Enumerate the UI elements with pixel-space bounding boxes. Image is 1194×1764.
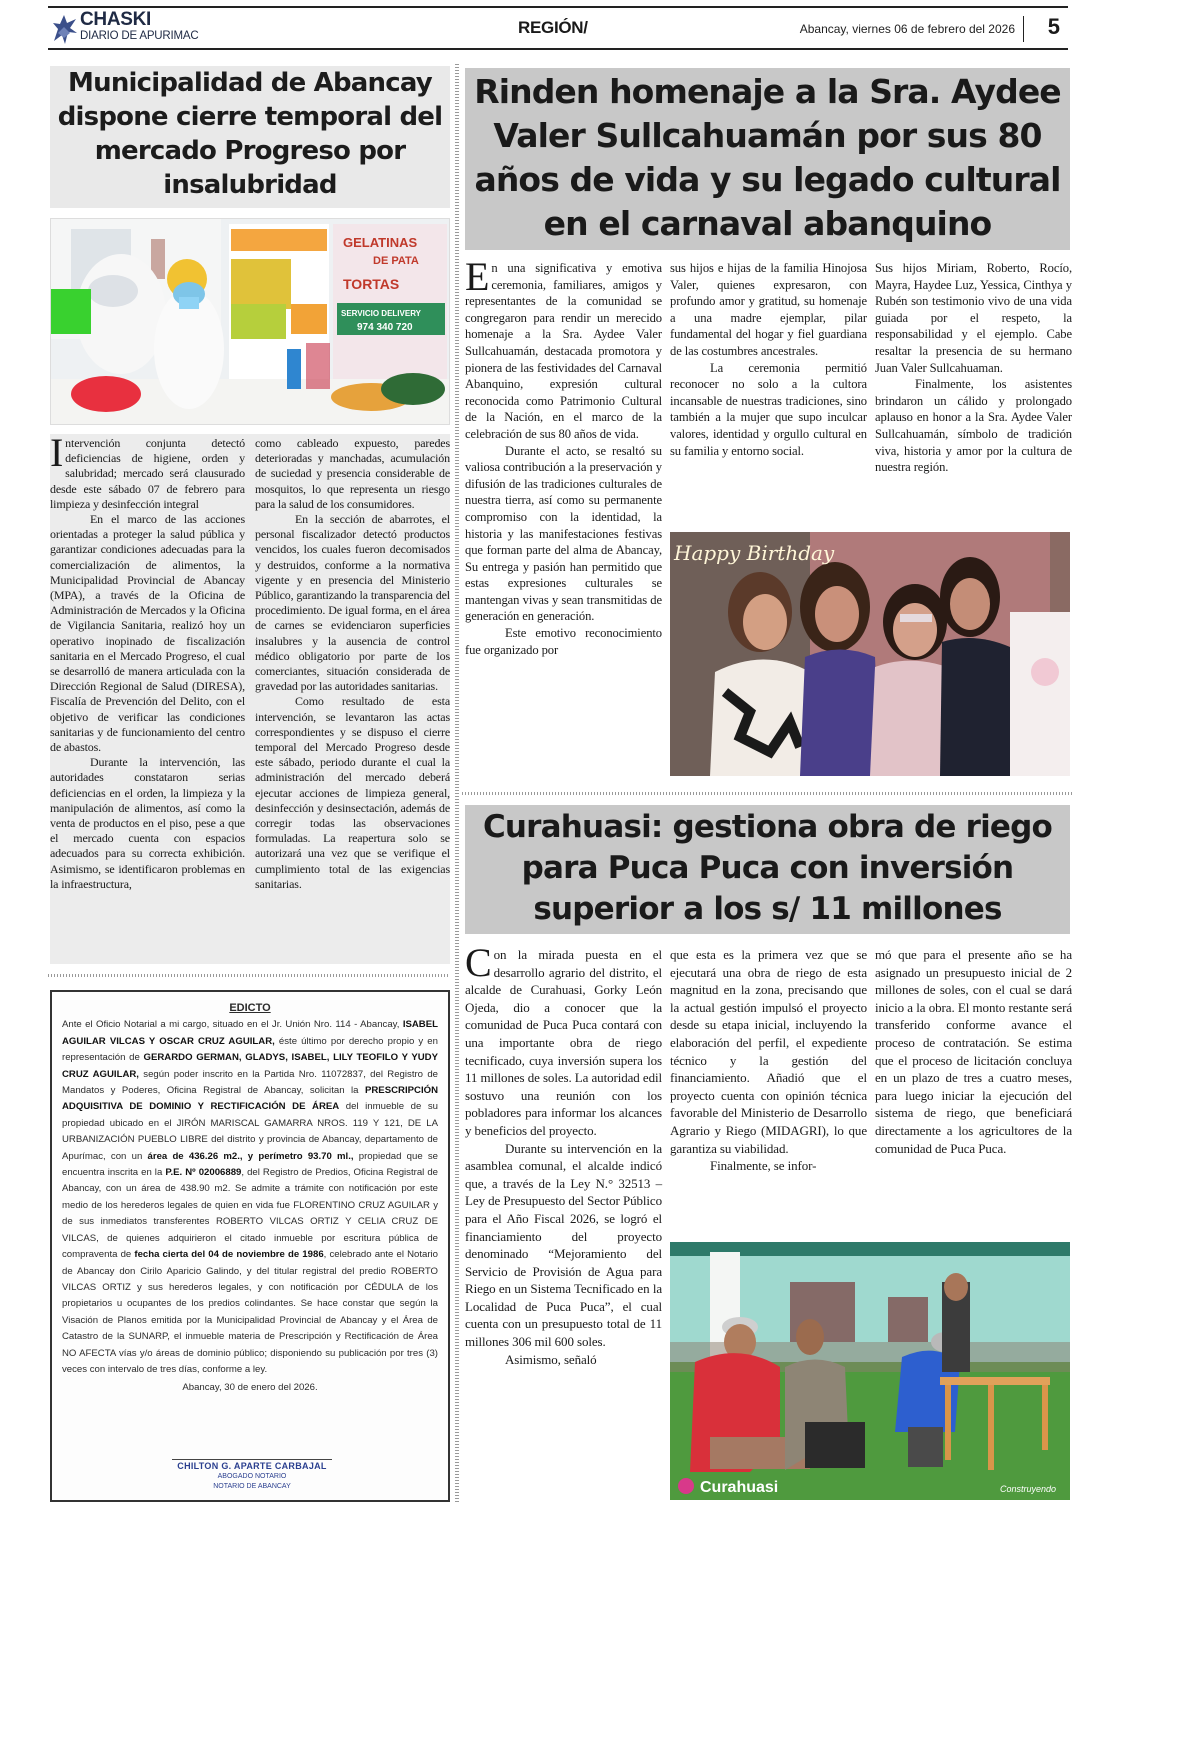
brand-subtitle: DIARIO DE APURIMAC: [80, 30, 199, 42]
paragraph: sus hijos e hijas de la familia Hinojosa Valer, quienes expresaron, con profundo amor y gratitud, su homenaje a una madre ejemplar, pilar fundamental del hogar y fiel guardiana de las costumbres ancestrales.: [670, 261, 867, 358]
sign-text: GELATINAS: [343, 235, 418, 250]
article-1-column-2: [255, 436, 450, 964]
paragraph: mó que para el presente año se ha asignado un presupuesto inicial de 2 millones de soles, con el cual se dará inicio a la obra. El monto restante será transferido conforme avance el proceso de contratación. Se estima que el proceso de licitación concluya en un plazo de tres a cuatro meses, para luego iniciar la ejecución del sistema de riego, que beneficiará directamente a los agricultores de la comunidad de Puca Puca.: [875, 947, 1072, 1156]
article-2-column-3: [875, 260, 1072, 476]
edicto-bold: fecha cierta del 04 de noviembre de 1986: [134, 1249, 324, 1261]
column-divider: [455, 64, 459, 1504]
paragraph: La ceremonia permitió reconocer no solo a la cultora incansable de nuestras tradiciones, sino también a la mujer que supo inculcar valores, identidad y orgullo cultural en su familia y entorno social.: [670, 360, 867, 458]
edicto-text: propiedad que se encuentra inscrita en la: [62, 1150, 439, 1179]
legal-notice-edicto: [50, 990, 450, 1502]
edicto-text: éste último por derecho propio y en representación de: [62, 1035, 438, 1064]
edicto-text: Ante el Oficio Notarial a mi cargo, situado en el Jr. Unión Nro. 114 - Abancay,: [62, 1019, 403, 1031]
paragraph: Durante su intervención en la asamblea comunal, el alcalde indicó que, a través de la Ley N.° 32513 – Ley de Presupuesto del Sector Público para el Año Fiscal 2026, se logró el financiamiento del proyecto denominado “Mejoramiento del Servicio de Provisión de Agua para Riego en un Sistema Tecnificado en la Localidad de Puca Puca”, el cual cuenta con un presupuesto total de 11 millones 306 mil 600 soles.: [465, 1140, 662, 1350]
paragraph: Durante el acto, se resaltó su valiosa contribución a la preservación y difusión de las tradiciones culturales de nuestra tierra, así como su permanente compromiso con la identidad, la historia y las manifestaciones festivas que forman parte del alma de Abancay, Su entrega y pasión han permitido que estas expresiones culturales se mantengan vivas y sean transmitidas de generación en generación.: [465, 443, 662, 624]
edicto-bold: GERARDO GERMAN, GLADYS, ISABEL, LILY TEOFILO Y YUDY CRUZ AGUILAR,: [62, 1052, 438, 1080]
paragraph: Finalmente, los asistentes brindaron un cálido y prolongado aplauso en honor a la Sra. Aydee Valer Sullcahuamán, símbolo de tradición viva, historia y amor por la cultura de nuestra región.: [875, 377, 1072, 475]
edicto-bold: ISABEL AGUILAR VILCAS Y OSCAR CRUZ AGUILAR,: [62, 1019, 438, 1047]
article-2-photo: [670, 532, 1070, 776]
dropcap: I: [50, 434, 64, 475]
section-divider: [48, 974, 450, 977]
article-1-headline: Municipalidad de Abancay dispone cierre temporal del mercado Progreso por insalubridad: [50, 66, 450, 208]
tagline-text: Construyendo: [1000, 1484, 1057, 1494]
section-label: REGIÓN/: [518, 18, 588, 37]
edicto-title: EDICTO: [229, 1002, 271, 1014]
signature-role: NOTARIO DE ABANCAY: [213, 1483, 291, 1490]
article-3-photo: [670, 1242, 1070, 1500]
dropcap: E: [465, 254, 490, 299]
paragraph: Sus hijos Miriam, Roberto, Rocío, Mayra, Haydee Luz, Yessica, Cinthya y Rubén son testimonio vivo de una vida guiada por el respeto, la responsabilidad y el ejemplo. Cabe resaltar la presencia de su hermano Juan Valer Sullcahuaman.: [875, 261, 1072, 375]
dropcap: C: [465, 940, 492, 985]
edicto-text: según poder inscrito en la Partida Nro. 11072837, del Registro de Mandatos y Poderes, Oficina Registral de Abancay, solicitan la: [62, 1068, 438, 1097]
paragraph: Asimismo, señaló: [505, 1351, 597, 1367]
community-assembly-photo: [670, 1242, 1070, 1500]
edicto-bold: área de 436.26 m2., y perímetro 93.70 ml.,: [147, 1150, 354, 1162]
section-divider: [462, 792, 1074, 795]
article-3-column-1: [465, 940, 662, 1368]
edicto-text: , celebrado ante el Notario de Abancay don Cirilo Aparicio Galindo, y del titular registral del predio ROBERTO VILCAS ORTIZ y sus herederos legales, y con notificación por CÉDULA de los propietarios u ocupantes de los predios colindantes. Se hace constar que según la Visación de Planos emitida por la Municipalidad Provincial de Abancay y el Área de Catastro de la SUNARP, el inmueble materia de Prescripción y Rectificación de Área NO AFECTA vías y/o áreas de dominio público; disponiendo su publicación por tres (3) veces con intervalo de tres días, conforme a ley.: [62, 1249, 438, 1375]
signature-role: ABOGADO NOTARIO: [217, 1473, 287, 1480]
article-3-column-3: [875, 946, 1072, 1157]
article-1-body: [50, 434, 450, 964]
paragraph: Este emotivo reconocimiento fue organizado por: [465, 626, 662, 657]
brand: [80, 11, 198, 43]
article-1-photo: [50, 218, 450, 425]
article-2-column-1: [465, 254, 662, 658]
condor-emblem-icon: [50, 11, 80, 47]
article-2-headline: Rinden homenaje a la Sra. Aydee Valer Sullcahuamán por sus 80 años de vida y su legado cultural en el carnaval abanquino: [465, 68, 1070, 250]
paragraph: En la sección de abarrotes, el personal fiscalizador detectó productos vencidos, los cuales fueron decomisados y destruidos, conforme a la normativa vigente y en presencia del Ministerio Público, garantizando la transparencia del procedimiento. De igual forma, en el área de carnes se evidenciaron superficies insalubres y la ausencia de control médico obligatorio por parte de los comerciantes, situación considerada de gravedad por las autoridades sanitarias.: [255, 512, 450, 694]
sign-text: SERVICIO DELIVERY: [341, 309, 422, 318]
brand-name: CHASKI: [80, 9, 152, 30]
paragraph: Como resultado de esta intervención, se levantaron las actas correspondientes y se dispuso el cierre temporal del Mercado Progreso desde este sábado, periodo durante el cual la administración del mercado deberá ejecutar acciones de limpieza general, desinfección y desinsectación, además de corregir todas las observaciones formuladas. La reapertura solo se autorizará una vez que se verifique el cumplimiento total de las exigencias sanitarias.: [255, 694, 450, 891]
paragraph: En el marco de las acciones orientadas a proteger la salud pública y garantizar condiciones adecuadas para la comercialización de alimentos, la Municipalidad Provincial de Abancay (MPA), a través de la Oficina de Administración de Mercados y la Oficina de Vigilancia Sanitaria, realizó hoy un operativo inopinado de fiscalización sanitaria en el Mercado Progreso, el cual se desarrolló de manera articulada con la Dirección Regional de Salud (DIRESA), Fiscalía de Prevención del Delito, con el objetivo de verificar las condiciones sanitarias y de funcionamiento del centro de abastos.: [50, 512, 245, 755]
sign-text: TORTAS: [343, 276, 400, 292]
page-number: 5: [1047, 14, 1060, 39]
notary-signature-stamp: [172, 1459, 332, 1492]
sign-text: 974 340 720: [357, 322, 413, 333]
article-3-headline: Curahuasi: gestiona obra de riego para Puca Puca con inversión superior a los s/ 11 millones: [465, 805, 1070, 934]
page-header: [48, 6, 1068, 50]
dateline: Abancay, viernes 06 de febrero del 2026: [800, 16, 1024, 42]
edicto-body: [62, 1017, 438, 1378]
paragraph: como cableado expuesto, paredes deterioradas y manchadas, acumulación de suciedad y presencia considerable de mosquitos, lo que representa un riesgo para la salud de los consumidores.: [255, 436, 450, 511]
curahuasi-logo-text: Curahuasi: [700, 1479, 779, 1496]
edicto-text: , del Registro de Predios, Oficina Registral de Abancay, con un área de 438.90 m2. Se admite a trámite con notificación por este medio de los herederos legales de quien en vida fue FLORENTINO CRUZ AGUILAR y de sus inmediatos transferentes ROBERTO VILCAS ORTIZ Y CELIA CRUZ DE VILCAS, de quienes adquirieron el citado inmueble por escritura pública de compraventa de: [62, 1167, 438, 1261]
article-2-column-2: [670, 260, 867, 459]
birthday-celebration-photo: [670, 532, 1070, 776]
article-1-lead: ntervención conjunta detectó deficiencias de higiene, orden y salubridad; mercado será clausurado desde este sábado 07 de febrero para limpieza y desinfección integral: [50, 436, 245, 511]
market-inspection-photo: [51, 219, 450, 425]
paragraph: Durante la intervención, las autoridades constataron serias deficiencias en el orden, la limpieza y la manipulación de alimentos, así como la venta de productos en el piso, pese a que el mercado cuenta con espacios adecuados para su correcta exhibición. Asimismo, se identificaron problemas en la infraestructura,: [50, 755, 245, 891]
edicto-text: del inmueble de su propiedad ubicado en el JIRÓN MARISCAL GAMARRA NROS. 119 Y 121, DE LA URBANIZACIÓN PUEBLO LIBRE del distrito y provincia de Abancay, departamento de Apurímac, con un: [62, 1101, 438, 1162]
signature-name: CHILTON G. APARTE CARBAJAL: [172, 1459, 332, 1472]
sign-text: DE PATA: [373, 255, 419, 267]
paragraph: Finalmente, se infor-: [710, 1158, 817, 1174]
edicto-bold: PRESCRIPCIÓN ADQUISITIVA DE DOMINIO Y RECTIFICACIÓN DE ÁREA: [62, 1085, 438, 1113]
article-3-column-2: [670, 946, 867, 1175]
edicto-date: Abancay, 30 de enero del 2026.: [182, 1382, 318, 1394]
article-1-column-1: [50, 436, 245, 964]
paragraph: n una significativa y emotiva ceremonia, familiares, amigos y representantes de la comunidad se congregaron para rendir un merecido homenaje a la Sra. Aydee Valer Sullcahuamán, destacada promotora y pionera de las festividades del Carnaval Abanquino, expresión cultural reconocida como Patrimonio Cultural de la Nación, en el marco de la celebración de sus 80 años de vida.: [465, 261, 662, 441]
paragraph: on la mirada puesta en el desarrollo agrario del distrito, el alcalde de Curahuasi, Gorky León Ojeda, dio a conocer que la comunidad de Puca Puca contará con una importante obra de riego tecnificado, cuya inversión supera los 11 millones de soles. La autoridad edil sostuvo una reunión con los pobladores para informar los alcances y beneficios del proyecto.: [465, 947, 662, 1138]
paragraph: que esta es la primera vez que se ejecutará una obra de riego de esta magnitud en la zona, precisando que la actual gestión impulsó el proyecto desde su etapa inicial, incluyendo la elaboración del perfil, el expediente técnico y la gestión del financiamiento. Añadió que el proyecto cuenta con opinión técnica favorable del Ministerio de Desarrollo Agrario y Riego (MIDAGRI), lo que garantiza su viabilidad.: [670, 947, 867, 1156]
neon-sign-text: Happy Birthday: [674, 541, 835, 565]
edicto-bold: P.E. Nº 02006889: [165, 1167, 242, 1179]
